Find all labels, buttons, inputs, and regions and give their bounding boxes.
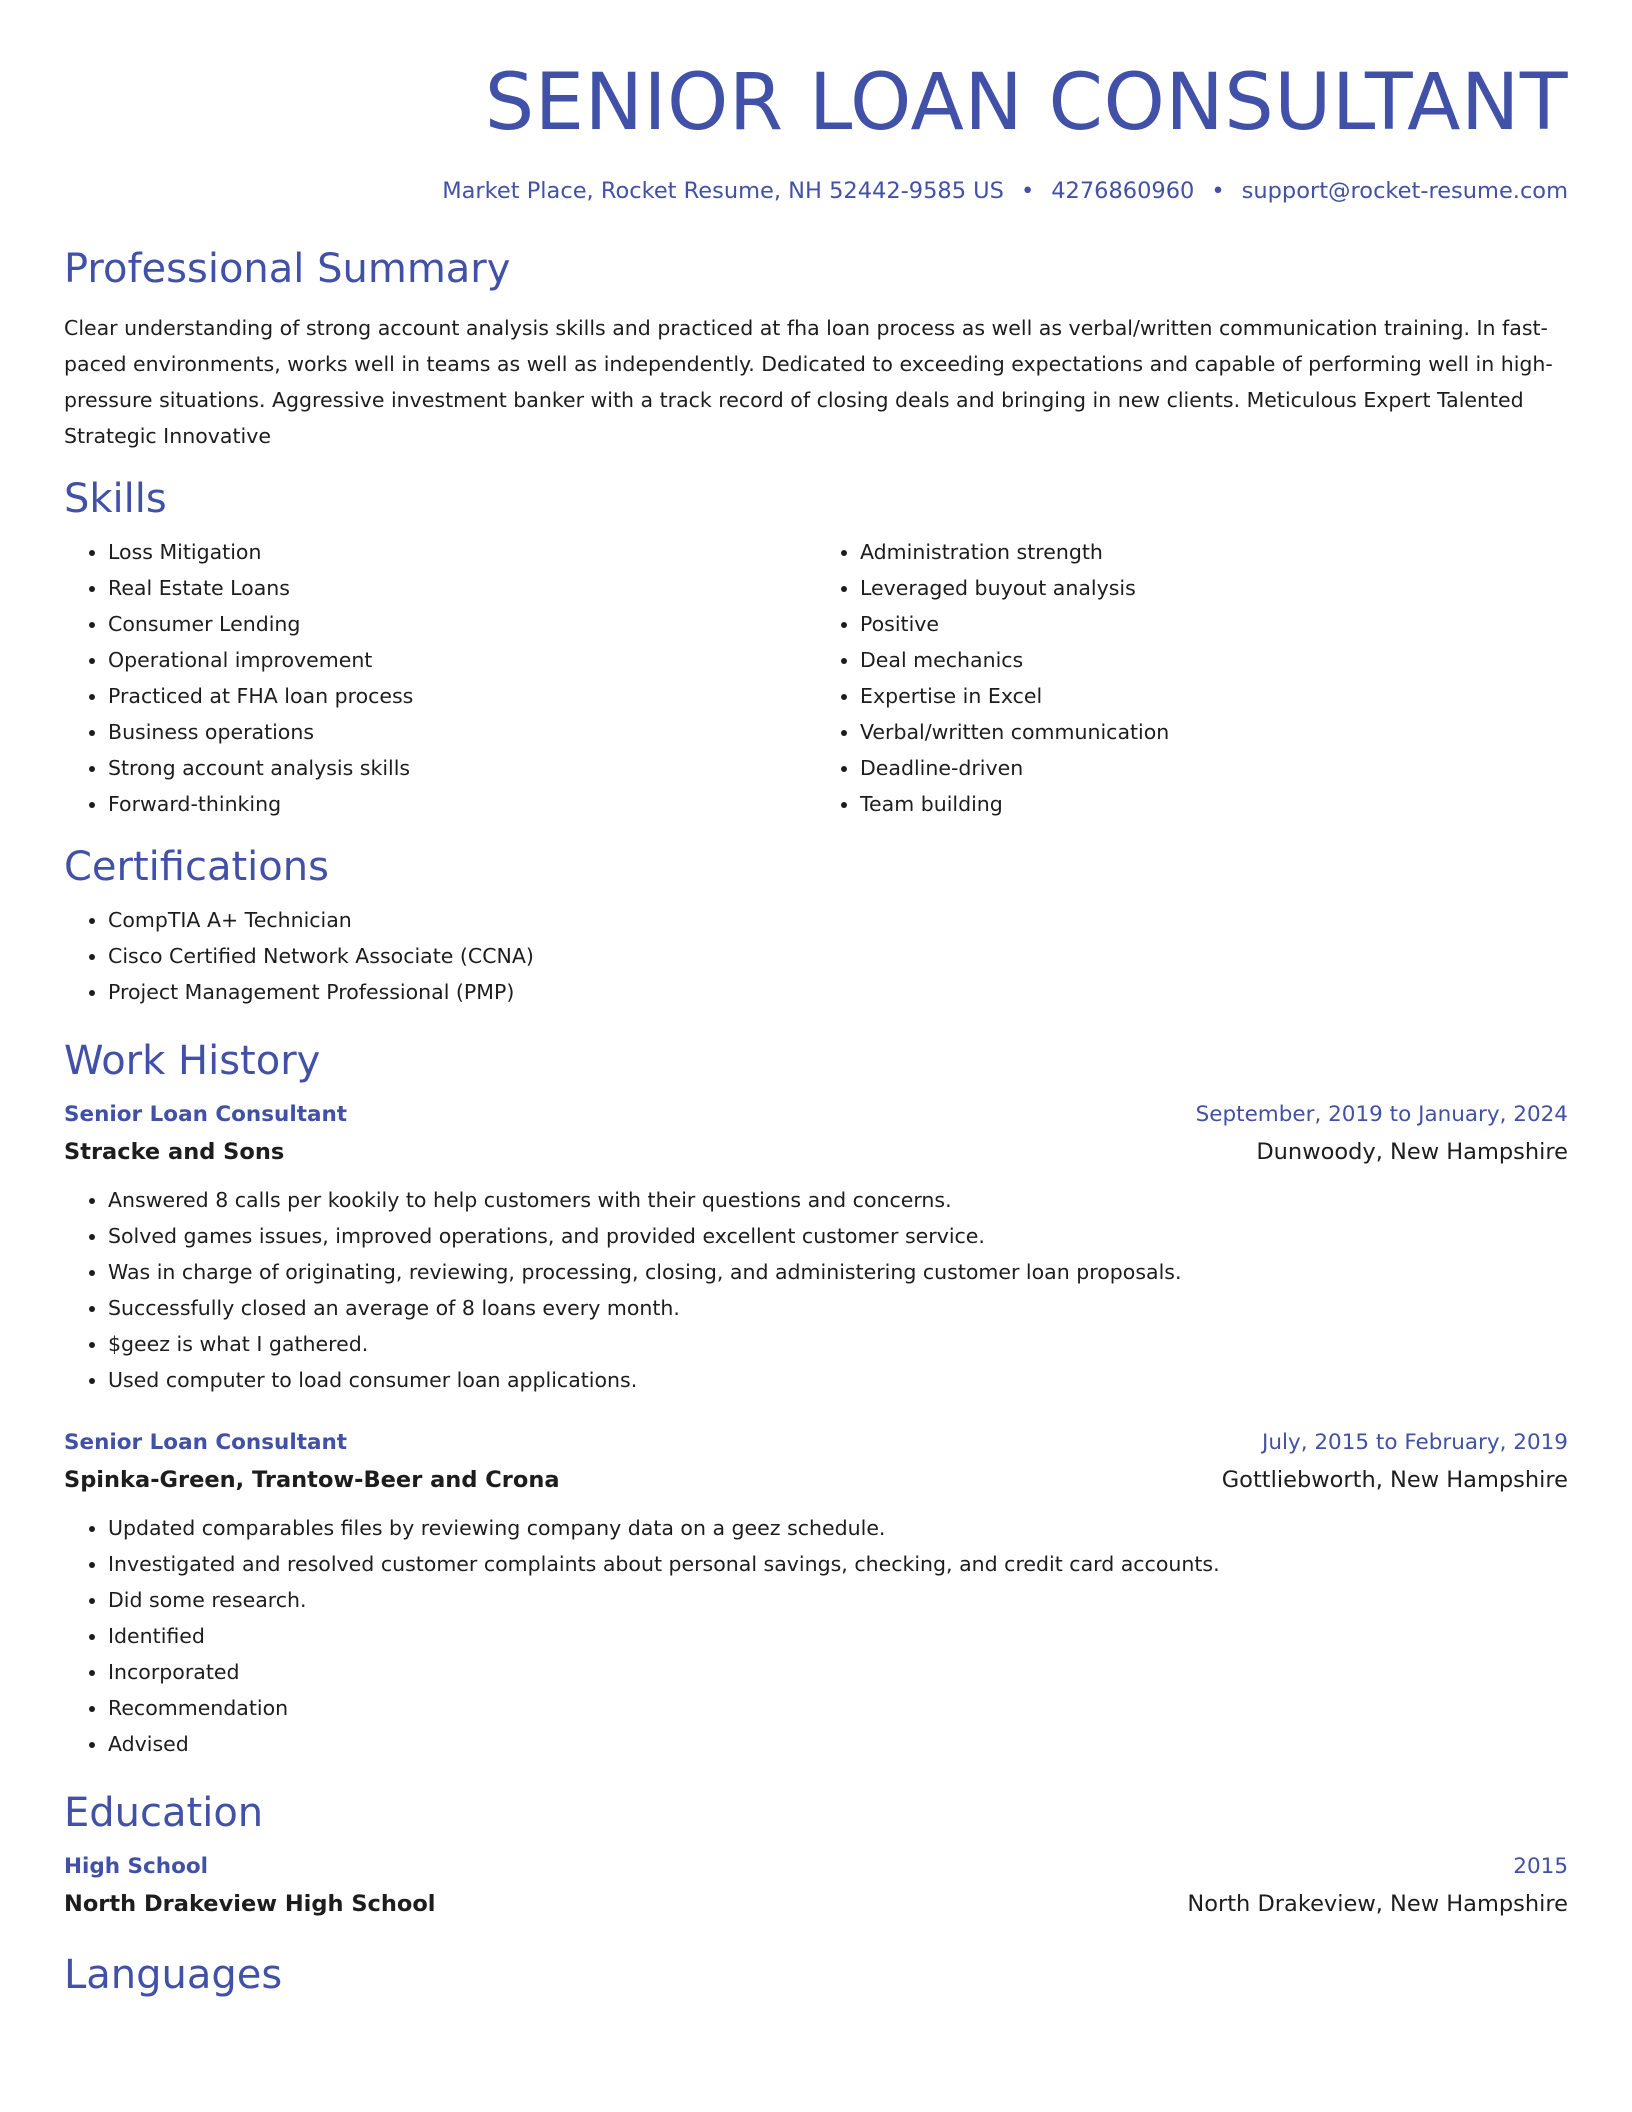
skill-item: • Leveraged buyout analysis	[860, 570, 1568, 606]
work-section	[64, 1036, 1568, 1762]
job-bullets	[64, 1182, 1568, 1398]
job-title: Senior Loan Consultant	[64, 1102, 348, 1127]
education-school: North Drakeview High School	[64, 1891, 436, 1917]
education-heading: Education	[64, 1790, 264, 1836]
skills-heading: Skills	[64, 476, 167, 522]
job-bullet: • Did some research.	[108, 1582, 1568, 1618]
education-location: North Drakeview, New Hampshire	[1187, 1891, 1568, 1917]
job-bullet: • Successfully closed an average of 8 loans every month.	[108, 1290, 1568, 1326]
languages-section	[64, 1950, 1568, 2000]
contact-separator: •	[1211, 178, 1225, 204]
job-bullet: • Identified	[108, 1618, 1568, 1654]
job-bullet: • Advised	[108, 1726, 1568, 1762]
job-title: Senior Loan Consultant	[64, 1430, 348, 1455]
job-bullet: • Was in charge of originating, reviewing, processing, closing, and administering customer loan proposals.	[108, 1254, 1568, 1290]
skill-item: • Practiced at FHA loan process	[108, 678, 816, 714]
summary-section	[64, 244, 1568, 454]
skills-list-left	[64, 534, 816, 822]
skill-item: • Verbal/written communication	[860, 714, 1568, 750]
job-header	[64, 1426, 1568, 1460]
job-bullet: • Answered 8 calls per kookily to help customers with their questions and concerns.	[108, 1182, 1568, 1218]
contact-separator: •	[1020, 178, 1035, 204]
languages-heading: Languages	[64, 1952, 283, 1998]
education-header	[64, 1850, 1568, 1884]
skill-item: • Positive	[860, 606, 1568, 642]
skill-item: • Strong account analysis skills	[108, 750, 816, 786]
skill-item: • Business operations	[108, 714, 816, 750]
job-header	[64, 1098, 1568, 1132]
job-company: Stracke and Sons	[64, 1139, 285, 1165]
skill-item: • Operational improvement	[108, 642, 816, 678]
skill-item: • Administration strength	[860, 534, 1568, 570]
job-bullet: • $geez is what I gathered.	[108, 1326, 1568, 1362]
certification-item: • Project Management Professional (PMP)	[108, 974, 1568, 1010]
job-bullet: • Updated comparables files by reviewing company data on a geez schedule.	[108, 1510, 1568, 1546]
summary-heading: Professional Summary	[64, 246, 511, 292]
skill-item: • Deal mechanics	[860, 642, 1568, 678]
job-subheader	[64, 1132, 1568, 1172]
job-location: Gottliebworth, New Hampshire	[1221, 1467, 1568, 1493]
job-entry	[64, 1098, 1568, 1398]
certification-item: • Cisco Certified Network Associate (CCNA)	[108, 938, 1568, 974]
contact-line	[64, 176, 1568, 206]
job-dates: July, 2015 to February, 2019	[1262, 1430, 1568, 1455]
education-year: 2015	[1513, 1854, 1568, 1879]
job-location: Dunwoody, New Hampshire	[1256, 1139, 1568, 1165]
skill-item: • Forward-thinking	[108, 786, 816, 822]
job-bullet: • Recommendation	[108, 1690, 1568, 1726]
education-section	[64, 1788, 1568, 1924]
education-degree: High School	[64, 1854, 208, 1879]
page-title: SENIOR LOAN CONSULTANT	[484, 58, 1568, 148]
job-subheader	[64, 1460, 1568, 1500]
job-company: Spinka-Green, Trantow-Beer and Crona	[64, 1467, 560, 1493]
job-bullet: • Used computer to load consumer loan applications.	[108, 1362, 1568, 1398]
contact-address: Market Place, Rocket Resume, NH 52442-9585 US	[442, 178, 1004, 204]
skills-section	[64, 474, 1568, 822]
skills-columns	[64, 534, 1568, 822]
skill-item: • Consumer Lending	[108, 606, 816, 642]
job-bullet: • Incorporated	[108, 1654, 1568, 1690]
certification-item: • CompTIA A+ Technician	[108, 902, 1568, 938]
education-subheader	[64, 1884, 1568, 1924]
work-heading: Work History	[64, 1038, 321, 1084]
job-bullet: • Investigated and resolved customer complaints about personal savings, checking, and credit card accounts.	[108, 1546, 1568, 1582]
skill-item: • Deadline-driven	[860, 750, 1568, 786]
certifications-section	[64, 842, 1568, 1010]
skill-item: • Expertise in Excel	[860, 678, 1568, 714]
certifications-list	[64, 902, 1568, 1010]
certifications-heading: Certifications	[64, 844, 329, 890]
skills-list-right	[816, 534, 1568, 822]
summary-text: Clear understanding of strong account analysis skills and practiced at fha loan process as well as verbal/written communication training. In fast-paced environments, works well in teams as well as independently. Dedicated to exceeding expectations and capable of performing well in high-pressure situations. Aggressive investment banker with a track record of closing deals and bringing in new clients. Meticulous Expert Talented Strategic Innovative	[64, 316, 1553, 448]
job-entry	[64, 1426, 1568, 1762]
job-dates: September, 2019 to January, 2024	[1195, 1102, 1568, 1127]
skill-item: • Team building	[860, 786, 1568, 822]
skill-item: • Real Estate Loans	[108, 570, 816, 606]
skill-item: • Loss Mitigation	[108, 534, 816, 570]
job-bullets	[64, 1510, 1568, 1762]
job-bullet: • Solved games issues, improved operations, and provided excellent customer service.	[108, 1218, 1568, 1254]
contact-email: support@rocket-resume.com	[1241, 178, 1568, 204]
contact-phone: 4276860960	[1051, 178, 1195, 204]
